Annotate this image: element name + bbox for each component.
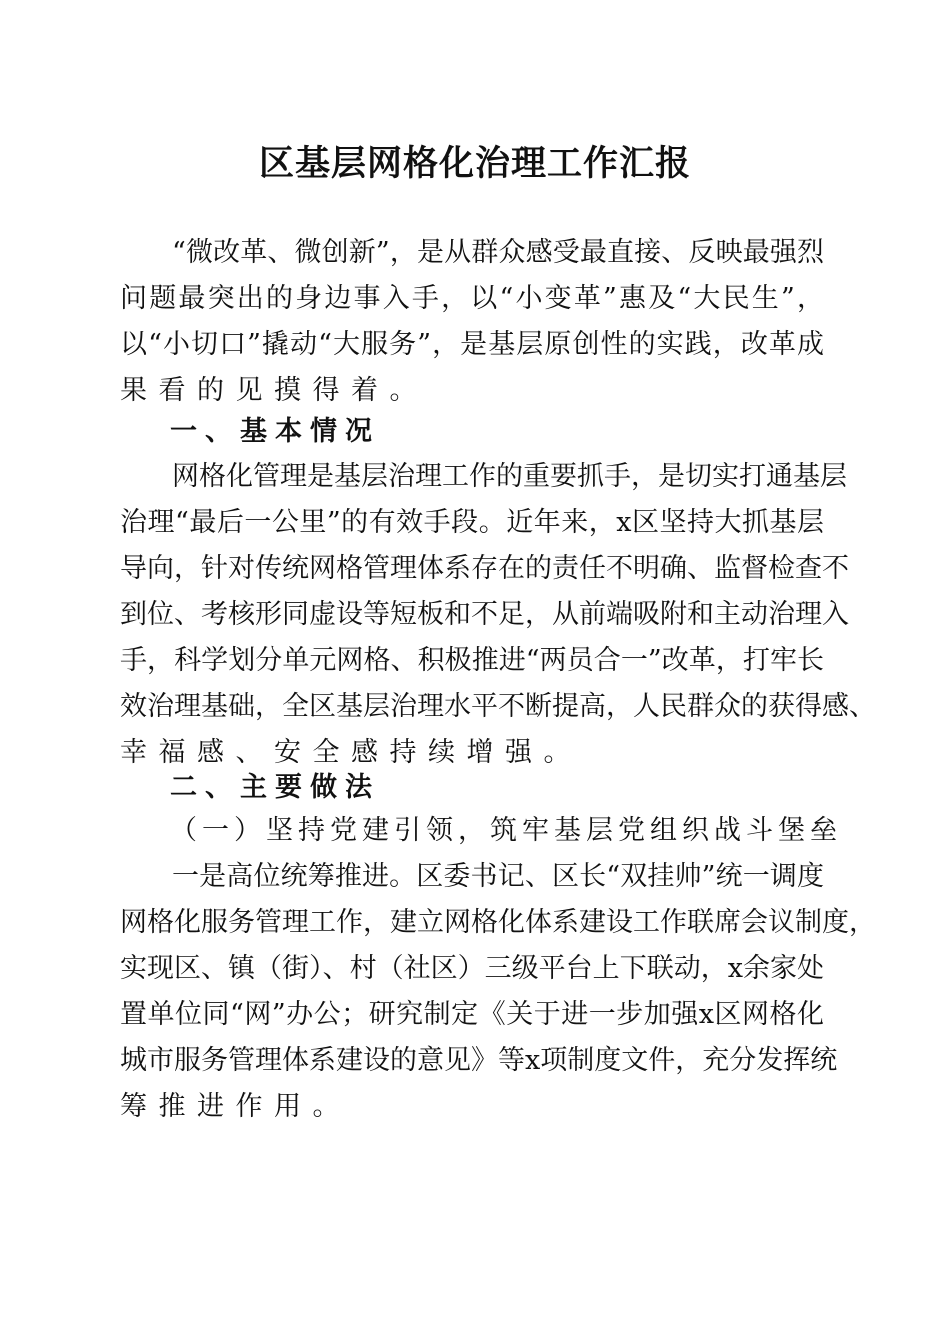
paragraph-line: 筹推进作用。 [120, 1091, 351, 1122]
paragraph-line: 网格化服务管理工作，建立网格化体系建设工作联席会议制度， [120, 907, 876, 938]
paragraph-line: 到位、考核形同虚设等短板和不足，从前端吸附和主动治理入 [120, 599, 849, 630]
section-heading: 一、基本情况 [170, 416, 380, 447]
paragraph-line: 置单位同“网”办公；研究制定《关于进一步加强x区网格化 [120, 999, 824, 1030]
paragraph-line: 导向，针对传统网格管理体系存在的责任不明确、监督检查不 [120, 553, 849, 584]
paragraph-line: 问题最突出的身边事入手，以“小变革”惠及“大民生”， [120, 283, 824, 314]
section-heading: 二、主要做法 [170, 772, 380, 803]
intro-paragraph [120, 230, 824, 414]
paragraph-line: 治理“最后一公里”的有效手段。近年来，x区坚持大抓基层 [120, 507, 824, 538]
paragraph-line: 手，科学划分单元网格、积极推进“两员合一”改革，打牢长 [120, 645, 824, 676]
paragraph-line: 一是高位统筹推进。区委书记、区长“双挂帅”统一调度 [172, 861, 824, 892]
paragraph-line: 网格化管理是基层治理工作的重要抓手，是切实打通基层 [172, 461, 847, 492]
paragraph-line: 实现区、镇（街）、村（社区）三级平台上下联动，x余家处 [120, 953, 824, 984]
paragraph-line: 城市服务管理体系建设的意见》等x项制度文件，充分发挥统 [120, 1045, 838, 1076]
paragraph-line: 幸福感、安全感持续增强。 [120, 737, 582, 768]
paragraph-line: 果看的见摸得着。 [120, 375, 428, 406]
paragraph-line: “微改革、微创新”，是从群众感受最直接、反映最强烈 [172, 237, 824, 268]
document-title: 区基层网格化治理工作汇报 [258, 143, 691, 184]
paragraph-line: 效治理基础，全区基层治理水平不断提高，人民群众的获得感、 [120, 691, 876, 722]
subsection-heading: （一）坚持党建引领，筑牢基层党组织战斗堡垒 [170, 815, 842, 846]
section2-paragraph [120, 854, 876, 1130]
section1-paragraph [120, 454, 876, 776]
paragraph-line: 以“小切口”撬动“大服务”，是基层原创性的实践，改革成 [120, 329, 824, 360]
